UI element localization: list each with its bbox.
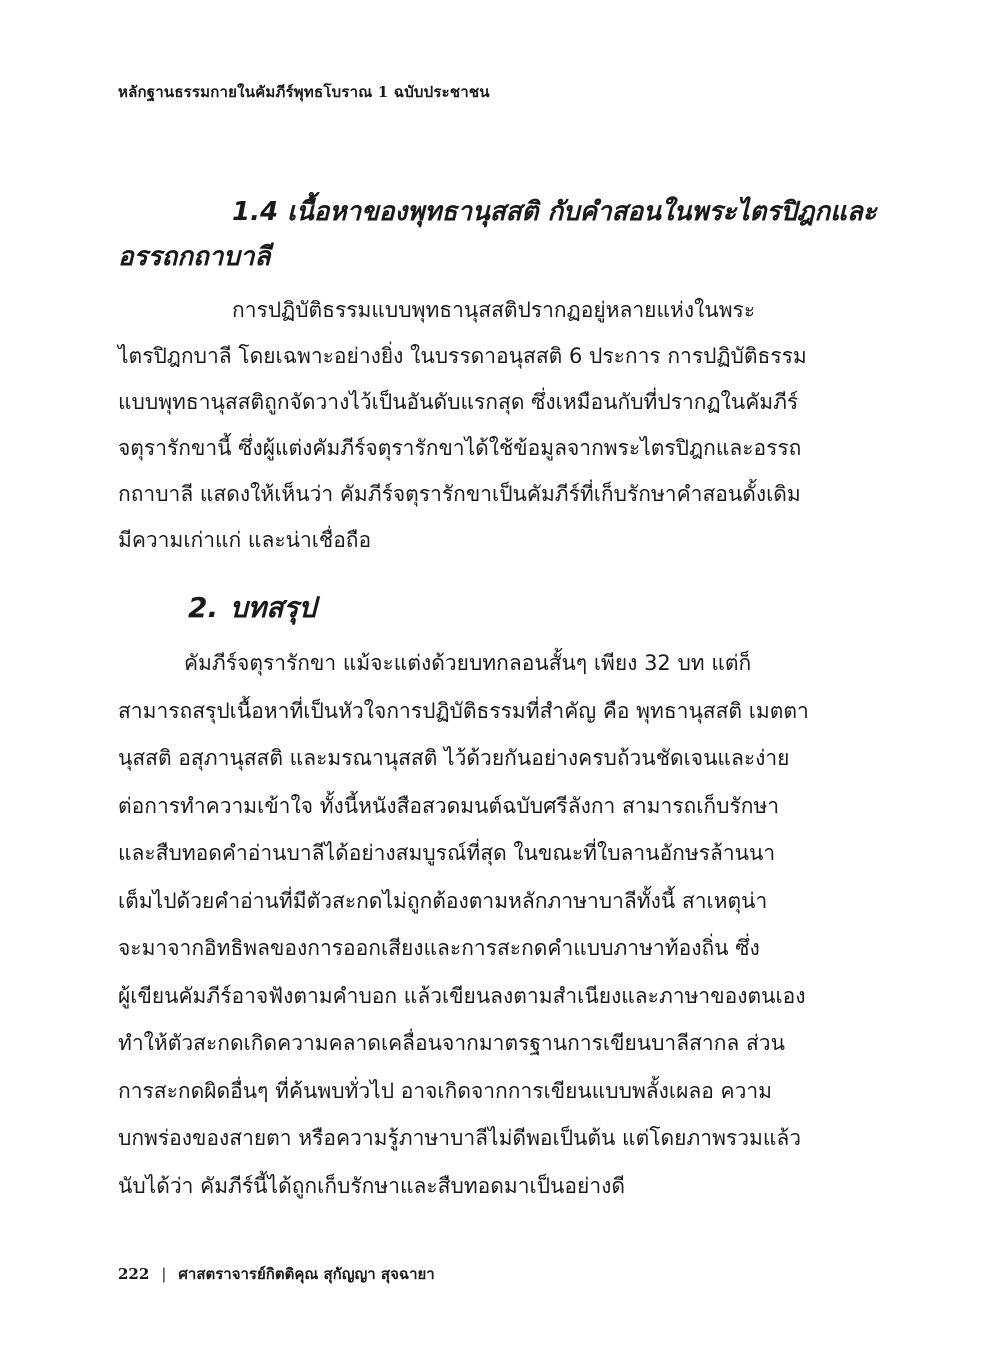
text-line: การปฏิบัติธรรมแบบพุทธานุสสติปรากฏอยู่หลายแห่งในพระ [232, 298, 756, 322]
text-line: บกพร่องของสายตา หรือความรู้ภาษาบาลีไม่ดีพอเป็นต้น แต่โดยภาพรวมแล้ว [118, 1126, 802, 1150]
text-line: แบบพุทธานุสสติถูกจัดวางไว้เป็นอันดับแรกสุด ซึ่งเหมือนกับที่ปรากฏในคัมภีร์ [118, 390, 799, 414]
text-line: นับได้ว่า คัมภีร์นี้ได้ถูกเก็บรักษาและสืบทอดมาเป็นอย่างดี [118, 1173, 626, 1198]
text-line: ไตรปิฎกบาลี โดยเฉพาะอย่างยิ่ง ในบรรดาอนุสสติ 6 ประการ การปฏิบัติธรรม [118, 344, 807, 368]
section-title: บทสรุป [230, 591, 317, 624]
running-header: หลักฐานธรรมกายในคัมภีร์พุทธโบราณ 1 ฉบับประชาชน [118, 83, 490, 101]
paragraph-section-1-4 [118, 287, 853, 563]
text-line: ต่อการทำความเข้าใจ ทั้งนี้หนังสือสวดมนต์ฉบับศรีลังกา สามารถเก็บรักษา [118, 793, 780, 818]
section-heading-1-4: 1.4 เนื้อหาของพุทธานุสสติ กับคำสอนในพระไตรปิฎกและ [232, 197, 877, 227]
text-line: ทำให้ตัวสะกดเกิดความคลาดเคลื่อนจากมาตรฐานการเขียนบาลีสากล ส่วน [118, 1031, 785, 1055]
text-line: เต็มไปด้วยคำอ่านที่มีตัวสะกดไม่ถูกต้องตามหลักภาษาบาลีทั้งนี้ สาเหตุน่า [118, 888, 768, 913]
page-number: 222 [118, 1265, 150, 1283]
section-number: 2. [188, 591, 219, 624]
footer-separator: | [161, 1265, 167, 1283]
text-line: สามารถสรุปเนื้อหาที่เป็นหัวใจการปฏิบัติธรรมที่สำคัญ คือ พุทธานุสสติ เมตตา [118, 698, 809, 723]
section-heading-2 [188, 585, 316, 630]
footer-author: ศาสตราจารย์กิตติคุณ สุกัญญา สุจฉายา [178, 1265, 435, 1283]
text-line: จตุรารักขานี้ ซึ่งผู้แต่งคัมภีร์จตุรารักขาได้ใช้ข้อมูลจากพระไตรปิฎกและอรรถ [118, 436, 802, 460]
page-footer [118, 1262, 435, 1286]
paragraph-conclusion [118, 640, 853, 1210]
text-line: นุสสติ อสุภานุสสติ และมรณานุสสติ ไว้ด้วยกันอย่างครบถ้วนชัดเจนและง่าย [118, 746, 790, 770]
text-line: จะมาจากอิทธิพลของการออกเสียงและการสะกดคำแบบภาษาท้องถิ่น ซึ่ง [118, 936, 760, 960]
text-line: คัมภีร์จตุรารักขา แม้จะแต่งด้วยบทกลอนสั้นๆ เพียง 32 บท แต่ก็ [184, 651, 752, 675]
text-line: กถาบาลี แสดงให้เห็นว่า คัมภีร์จตุรารักขาเป็นคัมภีร์ที่เก็บรักษาคำสอนดั้งเดิม [118, 482, 801, 506]
text-line: ผู้เขียนคัมภีร์อาจฟังตามคำบอก แล้วเขียนลงตามสำเนียงและภาษาของตนเอง [118, 983, 806, 1008]
text-line: การสะกดผิดอื่นๆ ที่ค้นพบทั่วไป อาจเกิดจากการเขียนแบบพลั้งเผลอ ความ [118, 1078, 773, 1103]
text-line: และสืบทอดคำอ่านบาลีได้อย่างสมบูรณ์ที่สุด ในขณะที่ใบลานอักษรล้านนา [118, 841, 776, 865]
section-heading-1-4-continued: อรรถกถาบาลี [118, 242, 271, 272]
text-line: มีความเก่าแก่ และน่าเชื่อถือ [118, 528, 372, 552]
